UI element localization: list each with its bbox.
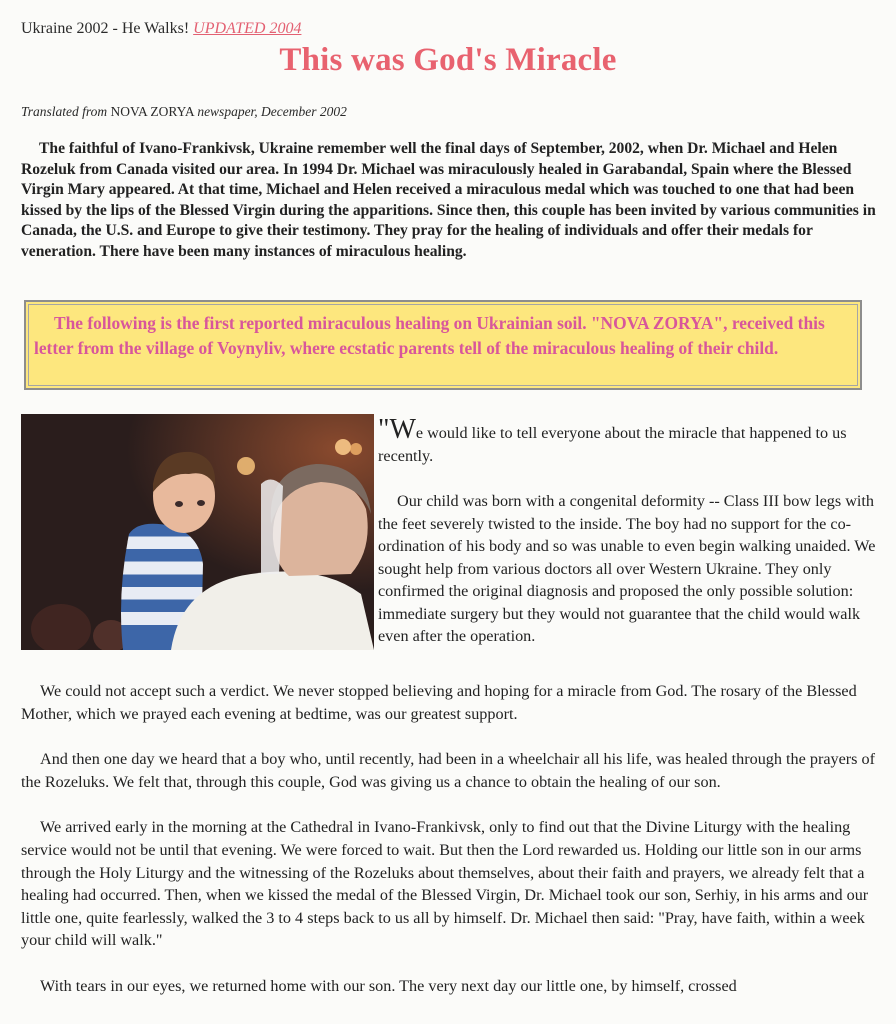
source-suffix: newspaper, December 2002 [197,104,347,119]
newspaper-name: NOVA ZORYA [110,104,194,119]
story-paragraph-4: We arrived early in the morning at the Cathedral in Ivano-Frankivsk, only to find out that the Divine Liturgy with the healing service would not be until that evening. We were forced to wait. But then the Lord rewarded us. Holding our little son in our arms through the Holy Liturgy and the witnessing of the Rozeluks about themselves, about their faith and prayers, we already felt that a healing had occurred. Then, when we kissed the medal of the Blessed Virgin, Dr. Michael took our son, Serhiy, in his arms and our little one, quite fearlessly, walked the 3 to 4 steps back to us all by himself. Dr. Michael then said: "Pray, have faith, within a week your child will walk." [21,818,869,950]
opening-quote: " [378,414,390,445]
translated-label: Translated from [21,104,108,119]
callout-text: The following is the first reported miraculous healing on Ukrainian soil. "NOVA ZORYA", received this letter from the village of Voynyliv, where ecstatic parents tell of the miraculous healing of their child. [34,313,825,358]
story-paragraph-1: Our child was born with a congenital deformity -- Class III bow legs with the feet severely twisted to the inside. The boy had no support for the co-ordination of his body and so was unable to even begin walking unaided. We sought help from various doctors all over Western Ukraine. They only confirmed the original diagnosis and proposed the only possible solution: immediate surgery but they would not guarantee that the child would walk even after the operation. [378,492,876,645]
story-paragraph-5: With tears in our eyes, we returned home with our son. The very next day our little one, by himself, crossed [40,976,737,995]
story-opening [378,414,883,648]
photo-illustration [21,414,374,650]
updated-link[interactable]: UPDATED 2004 [193,20,302,37]
callout-box [24,300,862,390]
opening-text: e would like to tell everyone about the miracle that happened to us recently. [378,424,847,465]
story-body [21,680,883,1021]
source-credit [21,104,347,120]
drop-cap: W [389,414,416,445]
story-paragraph-2: We could not accept such a verdict. We never stopped believing and hoping for a miracle from God. The rosary of the Blessed Mother, which we prayed each evening at bedtime, was our greatest support. [21,682,857,723]
page-title: This was God's Miracle [279,42,617,78]
header-line [21,20,301,38]
header-prefix: Ukraine 2002 - He Walks! [21,20,190,37]
photo-boy-with-doctor [21,414,374,650]
intro-paragraph: The faithful of Ivano-Frankivsk, Ukraine remember well the final days of September, 2002, when Dr. Michael and Helen Rozeluk from Canada visited our area. In 1994 Dr. Michael was miraculously healed in Garabandal, Spain where the Blessed Virgin Mary appeared. At that time, Michael and Helen received a miraculous medal which was touched to one that had been kissed by the lips of the Blessed Virgin during the apparitions. Since then, this couple has been invited by various communities in Canada, the U.S. and Europe to give their testimony. They pray for the healing of individuals and offer their medals for veneration. There have been many instances of miraculous healing. [21,140,876,260]
story-paragraph-3: And then one day we heard that a boy who, until recently, had been in a wheelchair all his life, was healed through the prayers of the Rozeluks. We felt that, through this couple, God was giving us a chance to obtain the healing of our son. [21,750,876,791]
story-opening-paragraph [378,414,883,467]
